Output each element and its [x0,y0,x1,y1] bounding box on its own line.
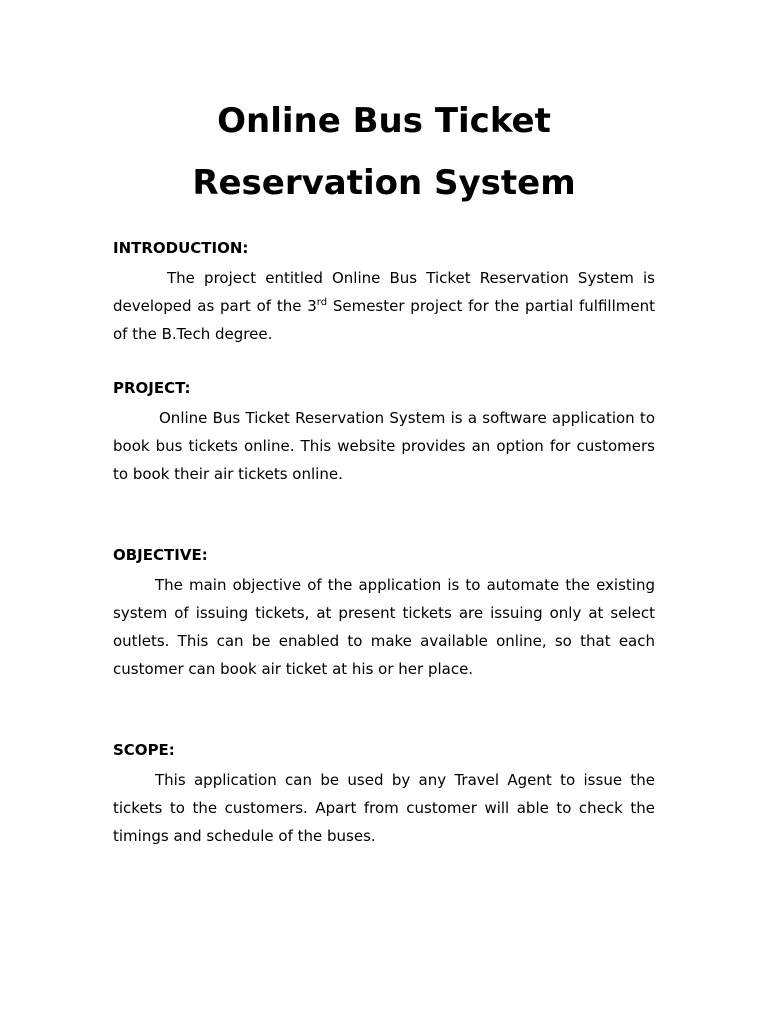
introduction-paragraph [113,264,655,348]
document-title [113,90,655,214]
introduction-text: The project entitled Online Bus Ticket Reservation System is developed as part of the 3 [113,269,655,315]
introduction-text-continued: Semester project for the partial fulfillment of the B.Tech degree. [113,297,655,343]
scope-paragraph: This application can be used by any Travel Agent to issue the tickets to the customers. Apart from customer will able to check the timings and schedule of the buses. [113,771,655,845]
scope-heading: SCOPE: [113,741,175,759]
project-paragraph: Online Bus Ticket Reservation System is a software application to book bus tickets online. This website provides an option for customers to book their air tickets online. [113,409,655,483]
objective-heading: OBJECTIVE: [113,546,208,564]
title-line-1: Online Bus Ticket [217,101,551,141]
introduction-heading: INTRODUCTION: [113,239,249,257]
objective-paragraph: The main objective of the application is to automate the existing system of issuing tickets, at present tickets are issuing only at select outlets. This can be enabled to make available online, so that each customer can book air ticket at his or her place. [113,576,655,678]
document-page [113,90,655,850]
title-line-2: Reservation System [192,163,576,203]
project-heading: PROJECT: [113,379,191,397]
ordinal-suffix: rd [316,297,328,308]
